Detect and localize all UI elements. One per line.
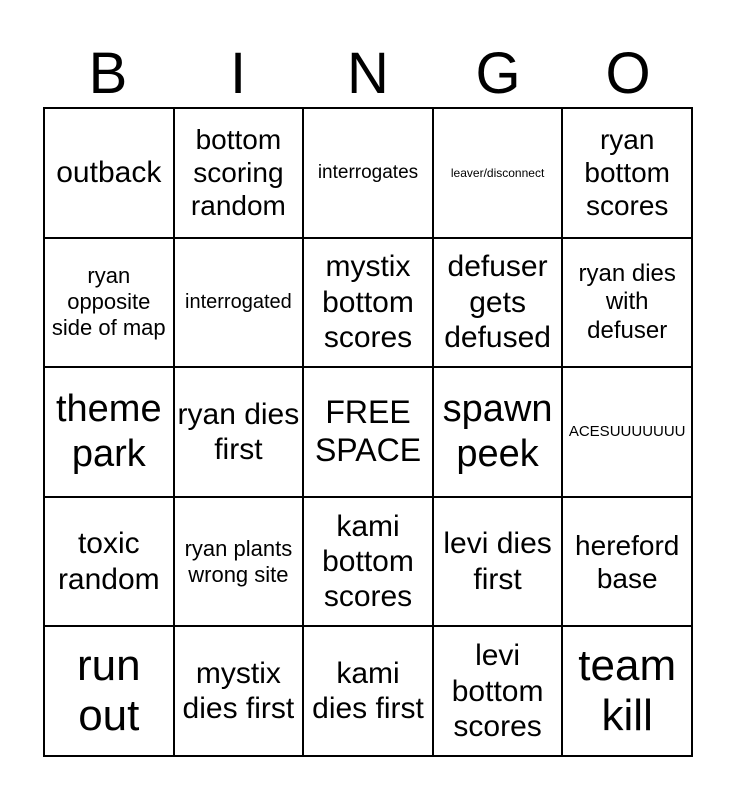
header-letter-o: O [605,41,651,106]
header-letter-n: N [347,41,389,106]
header-letter-i: I [229,41,247,106]
bingo-cell[interactable]: theme park [44,367,174,497]
bingo-cell[interactable]: ryan opposite side of map [44,238,174,368]
bingo-cell[interactable]: kami dies first [303,626,433,756]
bingo-cell[interactable]: mystix bottom scores [303,238,433,368]
bingo-cell[interactable]: ryan dies first [174,367,304,497]
bingo-cell[interactable]: interrogates [303,108,433,238]
bingo-cell[interactable]: ryan plants wrong site [174,497,304,627]
bingo-cell[interactable]: outback [44,108,174,238]
bingo-cell[interactable]: mystix dies first [174,626,304,756]
header-letter-g: G [475,41,521,106]
bingo-cell[interactable]: spawn peek [433,367,563,497]
bingo-cell[interactable]: team kill [562,626,692,756]
bingo-cell[interactable]: bottom scoring random [174,108,304,238]
bingo-cell[interactable]: ryan dies with defuser [562,238,692,368]
bingo-cell[interactable]: levi dies first [433,497,563,627]
free-space-cell[interactable]: FREE SPACE [303,367,433,497]
header-letter-b: B [88,41,128,106]
bingo-cell[interactable]: levi bottom scores [433,626,563,756]
bingo-cell[interactable]: ryan bottom scores [562,108,692,238]
bingo-cell[interactable]: run out [44,626,174,756]
bingo-header [43,42,693,106]
bingo-cell[interactable]: interrogated [174,238,304,368]
bingo-cell[interactable]: defuser gets defused [433,238,563,368]
bingo-cell[interactable]: kami bottom scores [303,497,433,627]
bingo-card-grid [43,107,693,757]
bingo-cell[interactable]: hereford base [562,497,692,627]
bingo-cell[interactable]: ACESUUUUUUU [562,367,692,497]
bingo-cell[interactable]: leaver/disconnect [433,108,563,238]
bingo-cell[interactable]: toxic random [44,497,174,627]
